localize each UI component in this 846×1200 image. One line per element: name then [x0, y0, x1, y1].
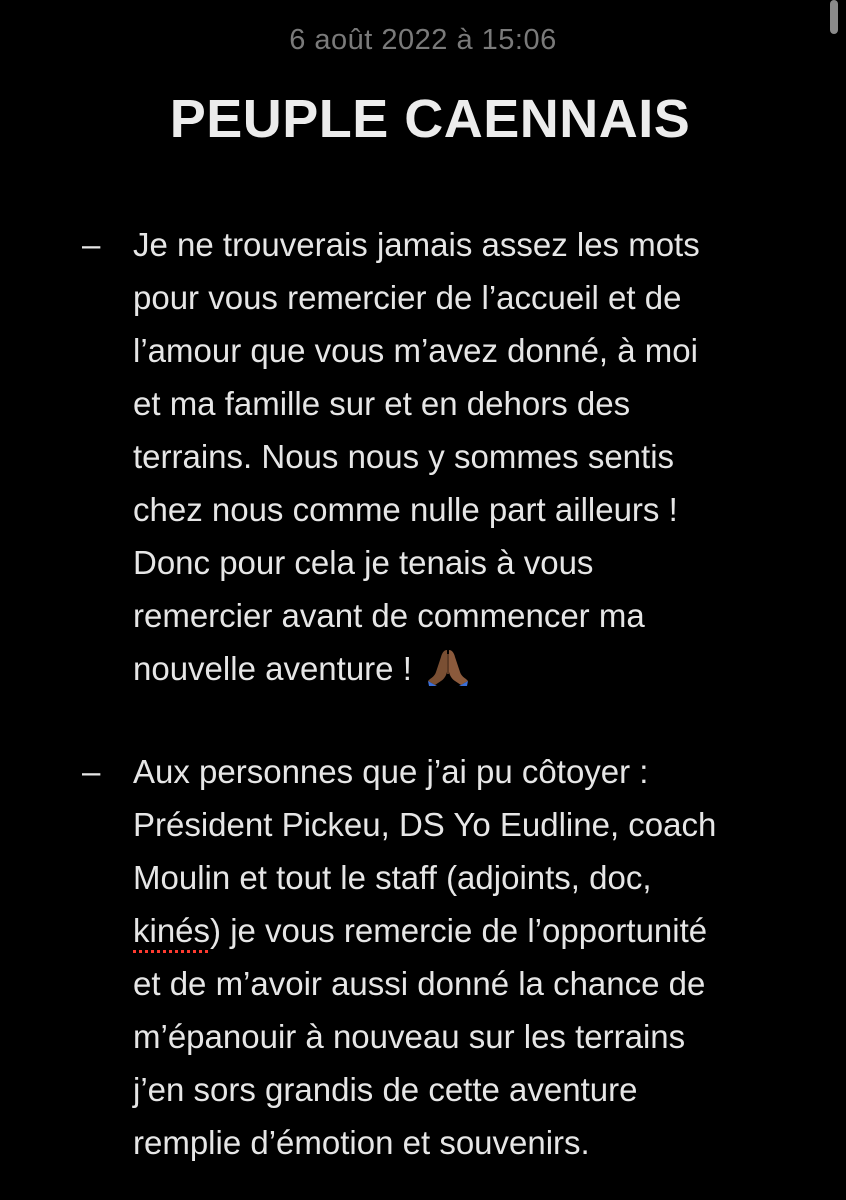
text-line-with-emoji — [133, 642, 471, 695]
text-line: et de m’avoir aussi donné la chance de — [133, 965, 706, 1002]
text-line: Donc pour cela je tenais à vous — [133, 544, 594, 581]
text-line: Moulin et tout le staff (adjoints, doc, — [133, 859, 652, 896]
text-line: l’amour que vous m’avez donné, à moi — [133, 332, 698, 369]
text-line: Je ne trouverais jamais assez les mots — [133, 226, 700, 263]
bullet-dash: – — [82, 226, 101, 263]
text-line: j’en sors grandis de cette aventure — [133, 1071, 638, 1108]
bullet-dash: – — [82, 753, 101, 790]
text-line: Président Pickeu, DS Yo Eudline, coach — [133, 806, 717, 843]
text-line: remercier avant de commencer ma — [133, 597, 645, 634]
text-line: pour vous remercier de l’accueil et de — [133, 279, 682, 316]
text-line: terrains. Nous nous y sommes sentis — [133, 438, 675, 475]
text-line: Aux personnes que j’ai pu côtoyer : — [133, 753, 649, 790]
misspelled-word[interactable]: kinés — [133, 912, 211, 949]
text-line: remplie d’émotion et souvenirs. — [133, 1124, 590, 1161]
text-line: et ma famille sur et en dehors des — [133, 385, 631, 422]
text-line: m’épanouir à nouveau sur les terrains — [133, 1018, 686, 1055]
text-line: chez nous comme nulle part ailleurs ! — [133, 491, 678, 528]
note-date: 6 août 2022 à 15:06 — [289, 24, 557, 56]
text-line: nouvelle aventure ! — [133, 650, 412, 687]
note-title[interactable]: PEUPLE CAENNAIS — [169, 89, 691, 149]
folded-hands-emoji-icon — [425, 648, 471, 686]
text-line — [133, 904, 707, 957]
text-fragment: ) je vous remercie de l’opportunité — [210, 912, 708, 949]
